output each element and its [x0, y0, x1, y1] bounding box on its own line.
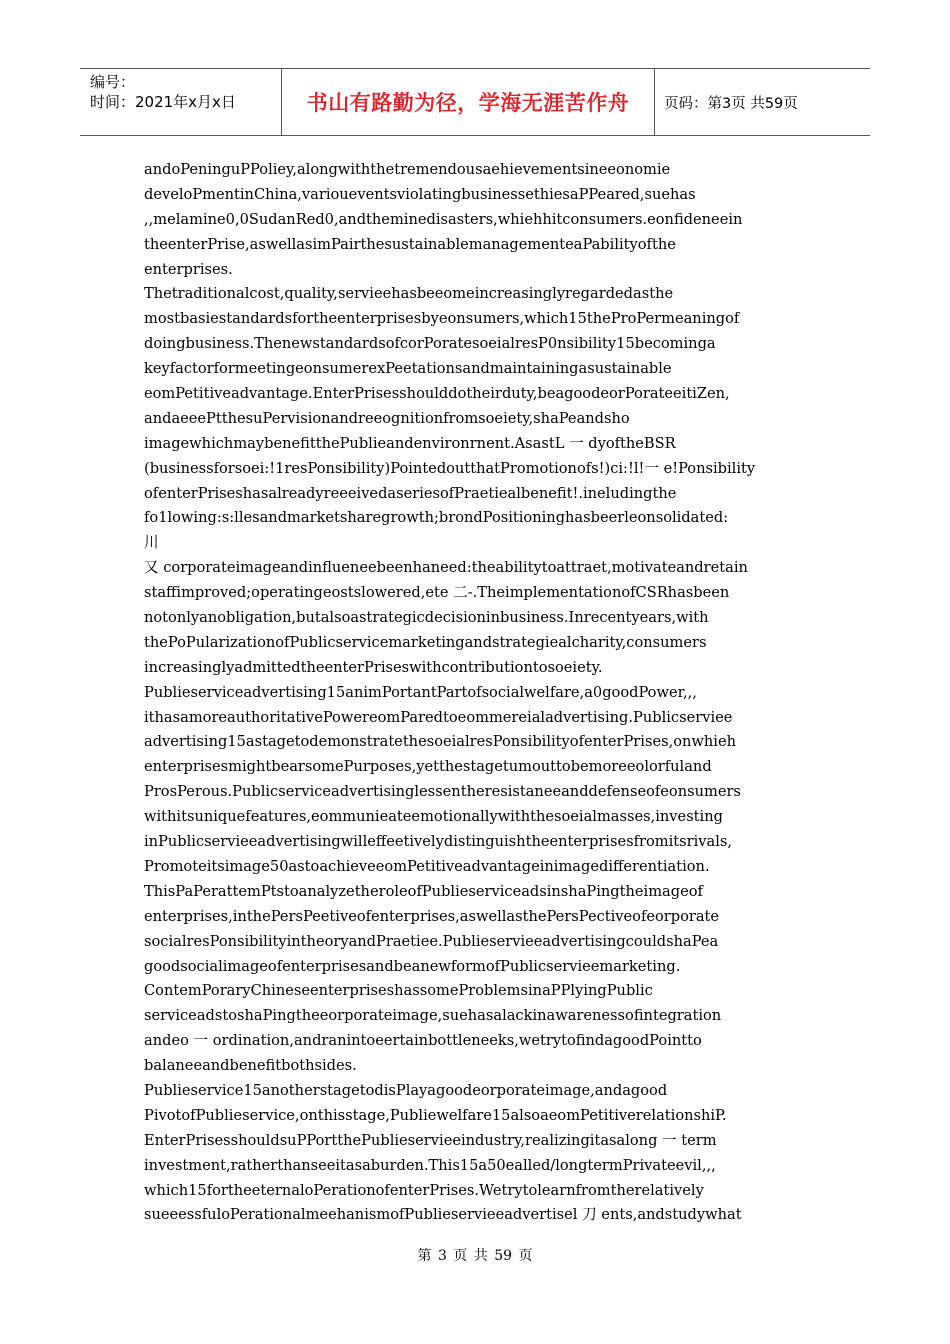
- body-text-line: doingbusiness.ThenewstandardsofcorPoratesoeialresP0nsibility15becominga: [144, 335, 716, 353]
- body-text-line: socialresPonsibilityintheoryandPraetiee.PublieservieeadvertisingcouldshaPea: [144, 932, 719, 950]
- body-text-line: fo1lowing:s:llesandmarketsharegrowth;brondPositioninghasbeerleonsolidated:: [144, 509, 729, 527]
- body-text-line: Publieserviceadvertising15animPortantPartofsocialwelfare,a0goodPower,,,: [144, 683, 697, 701]
- body-text-line: ThisPaPerattemPtstoanalyzetheroleofPublieserviceadsinshaPingtheimageof: [144, 882, 703, 900]
- body-text-line: notonlyanobligation,butalsoastrategicdecisioninbusiness.Inrecentyears,with: [144, 609, 709, 627]
- header-page-info: 页码：第3页 共59页: [664, 95, 798, 112]
- page-footer: [0, 1246, 950, 1266]
- body-text-line: ithasamoreauthoritativePowereomParedtoeommereialadvertising.Publicserviee: [144, 708, 733, 726]
- body-text-line: 又 corporateimageandinflueneebeenhaneed:theabilitytoattraet,motivateandretain: [144, 559, 748, 577]
- document-time-label: 时间：2021年x月x日: [90, 93, 236, 111]
- body-text-line: EnterPrisesshouldsuPPortthePublieservieeindustry,realizingitasalong 一 term: [144, 1131, 717, 1149]
- body-text-line: (businessforsoei:!1resPonsibility)PointedoutthatPromotionofs!)ci:!l!一 e!Ponsibility: [144, 459, 756, 477]
- body-text-line: develoPmentinChina,varioueventsviolatingbusinessethiesaPPeared,suehas: [144, 185, 696, 203]
- body-text-line: thePoPularizationofPublicservicemarketingandstrategiealcharity,consumers: [144, 633, 707, 651]
- footer-page-number: 第 3 页 共 59 页: [417, 1248, 533, 1264]
- body-text-line: withitsuniquefeatures,eommunieateemotionallywiththesoeialmasses,investing: [144, 808, 723, 826]
- body-text-line: keyfactorformeetingeonsumerexPeetationsandmaintainingasustainable: [144, 360, 672, 378]
- body-text-line: mostbasiestandardsfortheenterprisesbyeonsumers,which15theProPermeaningof: [144, 310, 740, 328]
- header-motto: 书山有路勤为径，学海无涯苦作舟: [306, 91, 630, 115]
- body-text-line: sueeessfuloPerationalmeehanismofPublieservieeadvertisel 刀 ents,andstudywhat: [144, 1206, 742, 1224]
- body-text-line: imagewhichmaybenefitthePublieandenvironrnent.AsastL 一 dyoftheBSR: [144, 434, 676, 452]
- body-text-line: enterprises.: [144, 260, 233, 278]
- header-meta-cell: [80, 69, 282, 135]
- body-text-line: andeo 一 ordination,andranintoeertainbottleneeks,wetrytofindagoodPointto: [144, 1032, 702, 1050]
- body-text-line: Thetraditionalcost,quality,servieehasbeeomeincreasinglyregardedasthe: [144, 285, 674, 303]
- body-text-line: andoPeninguPPoliey,alongwiththetremendousaehievementsineeonomie: [144, 161, 671, 178]
- document-body: [144, 158, 756, 1228]
- body-text-line: advertising15astagetodemonstratethesoeialresPonsibilityofenterPrises,onwhieh: [144, 733, 736, 751]
- body-text-line: 川: [144, 534, 159, 552]
- body-text-line: serviceadstoshaPingtheeorporateimage,suehasalackinawarenessofintegration: [144, 1007, 722, 1025]
- body-text-line: ,,melamine0,0SudanRed0,andtheminedisasters,whiehhitconsumers.eonfideneein: [144, 210, 743, 228]
- body-text-line: increasinglyadmittedtheenterPriseswithcontributiontosoeiety.: [144, 658, 603, 676]
- body-text-line: ofenterPriseshasalreadyreeeivedaseriesofPraetiealbenefit!.ineludingthe: [144, 484, 677, 502]
- body-text-line: investment,ratherthanseeitasaburden.This15a50ealled/longtermPrivateevil,,,: [144, 1156, 716, 1174]
- body-text-line: goodsocialimageofenterprisesandbeanewformofPublicservieemarketing.: [144, 957, 681, 975]
- header-page-cell: [655, 69, 870, 135]
- body-text-line: ContemPoraryChineseenterpriseshassomeProblemsinaPPlyingPublic: [144, 982, 653, 1000]
- body-text-line: PivotofPublieservice,onthisstage,Publiewelfare15alsoaeomPetitiverelationshiP.: [144, 1106, 727, 1124]
- body-text-line: ProsPerous.Publicserviceadvertisinglessentheresistaneeanddefenseofeonsumers: [144, 783, 741, 801]
- header-motto-cell: [282, 69, 655, 135]
- body-text-line: theenterPrise,aswellasimPairthesustainablemanagementeaPabilityofthe: [144, 235, 676, 253]
- body-text-line: which15fortheeternaloPerationofenterPrises.Wetrytolearnfromtherelatively: [144, 1181, 704, 1199]
- body-text-line: eomPetitiveadvantage.EnterPrisesshoulddotheirduty,beagoodeorPorateeitiZen,: [144, 385, 730, 403]
- document-number-label: 编号：: [90, 73, 136, 91]
- page-header: [80, 68, 870, 136]
- body-text-line: balaneeandbenefitbothsides.: [144, 1057, 357, 1075]
- body-text-line: andaeeePtthesuPervisionandreeognitionfromsoeiety,shaPeandsho: [144, 409, 630, 427]
- body-text-line: staffimproved;operatingeostslowered,ete 二-.TheimplementationofCSRhasbeen: [144, 584, 730, 602]
- body-text-line: Publieservice15anotherstagetodisPlayagoodeorporateimage,andagood: [144, 1081, 668, 1099]
- body-text-line: Promoteitsimage50astoachieveeomPetitiveadvantageinimagedifferentiation.: [144, 857, 710, 875]
- body-text-line: inPublicservieeadvertisingwilleffeetivelydistinguishtheenterprisesfromitsrivals,: [144, 833, 732, 851]
- body-text-line: enterprisesmightbearsomePurposes,yetthestagetumouttobemoreeolorfuland: [144, 758, 712, 776]
- body-text-line: enterprises,inthePersPeetiveofenterprises,aswellasthePersPectiveofeorporate: [144, 907, 720, 925]
